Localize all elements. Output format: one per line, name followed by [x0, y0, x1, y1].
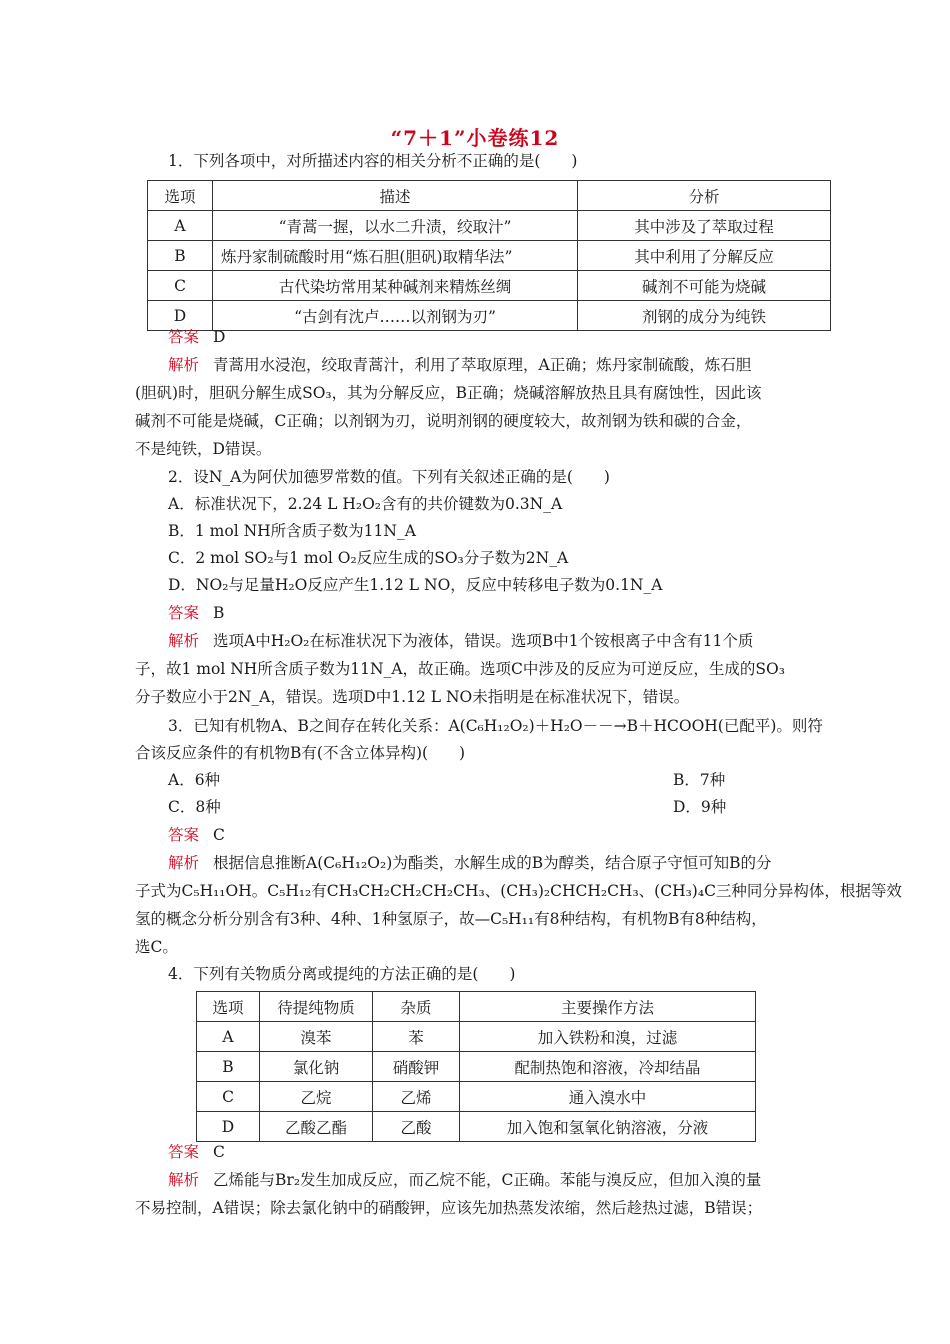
q2-option: D．NO₂与足量H₂O反应产生1.12 L NO，反应中转移电子数为0.1N_A: [168, 576, 663, 594]
table-cell: C: [148, 271, 213, 301]
table-cell: 其中利用了分解反应: [578, 241, 831, 271]
table-cell: 古代染坊常用某种碱剂来精炼丝绸: [213, 271, 578, 301]
q1-analysis-line: [168, 355, 828, 375]
page-title: “7＋1”小卷练12: [390, 126, 560, 150]
q3-option: D．9种: [673, 798, 727, 816]
table-header-row: [197, 992, 756, 1022]
analysis-label: 解析: [168, 1171, 200, 1189]
table-cell: 乙酸: [373, 1112, 460, 1142]
q4-table: [196, 991, 756, 1142]
table-row: [197, 1022, 756, 1052]
table-row: [148, 301, 831, 331]
q3-stem: 3．已知有机物A、B之间存在转化关系：A(C₆H₁₂O₂)＋H₂O－－→B＋HCOOH(已配平)。则符: [168, 717, 823, 735]
q2-analysis-line: 子，故1 mol NH所含质子数为11N_A，故正确。选项C中涉及的反应为可逆反应，生成的SO₃: [135, 660, 785, 678]
table-header-cell: 主要操作方法: [460, 992, 756, 1022]
q2-stem: 2．设N_A为阿伏加德罗常数的值。下列有关叙述正确的是( ): [168, 468, 610, 486]
q2-analysis-line: 分子数应小于2N_A，错误。选项D中1.12 L NO未指明是在标准状况下，错误。: [135, 688, 690, 706]
table-cell: A: [148, 211, 213, 241]
table-cell: 炼丹家制硫酸时用“炼石胆(胆矾)取精华法”: [213, 241, 578, 271]
table-cell: B: [148, 241, 213, 271]
table-row: [148, 211, 831, 241]
q1-answer: [168, 327, 828, 347]
q4-answer: [168, 1142, 828, 1162]
table-cell: 硝酸钾: [373, 1052, 460, 1082]
table-header-cell: 选项: [148, 181, 213, 211]
answer-value: D: [213, 328, 226, 346]
q1-analysis-line: 碱剂不可能是烧碱，C正确；以剂钢为刃，说明剂钢的硬度较大，故剂钢为铁和碳的合金，: [135, 412, 752, 430]
table-header-cell: 选项: [197, 992, 260, 1022]
table-cell: 加入饱和氢氧化钠溶液，分液: [460, 1112, 756, 1142]
table-cell: 苯: [373, 1022, 460, 1052]
answer-label: 答案: [168, 826, 200, 844]
table-row: [148, 271, 831, 301]
analysis-label: 解析: [168, 632, 200, 650]
table-cell: 通入溴水中: [460, 1082, 756, 1112]
q2-answer: [168, 603, 828, 623]
analysis-text: 青蒿用水浸泡，绞取青蒿汁，利用了萃取原理，A正确；炼丹家制硫酸，炼石胆: [213, 356, 752, 374]
q3-analysis-line: [168, 853, 828, 873]
q4-stem: 4．下列有关物质分离或提纯的方法正确的是( ): [168, 965, 516, 983]
table-row: [197, 1052, 756, 1082]
table-cell: 碱剂不可能为烧碱: [578, 271, 831, 301]
answer-value: C: [213, 1143, 225, 1161]
analysis-label: 解析: [168, 854, 200, 872]
table-cell: 溴苯: [260, 1022, 373, 1052]
table-cell: 配制热饱和溶液，冷却结晶: [460, 1052, 756, 1082]
q4-analysis-line: 不易控制，A错误；除去氯化钠中的硝酸钾，应该先加热蒸发浓缩，然后趁热过滤，B错误；: [135, 1199, 763, 1217]
q2-option: A．标准状况下，2.24 L H₂O₂含有的共价键数为0.3N_A: [168, 495, 563, 513]
analysis-text: 根据信息推断A(C₆H₁₂O₂)为酯类，水解生成的B为醇类，结合原子守恒可知B的分: [213, 854, 772, 872]
table-header-cell: 杂质: [373, 992, 460, 1022]
table-cell: D: [148, 301, 213, 331]
table-cell: 乙烷: [260, 1082, 373, 1112]
table-header-row: [148, 181, 831, 211]
analysis-text: 乙烯能与Br₂发生加成反应，而乙烷不能，C正确。苯能与溴反应，但加入溴的量: [213, 1171, 762, 1189]
q3-option-row: [168, 770, 828, 790]
q4-analysis-line: [168, 1170, 828, 1190]
table-cell: 加入铁粉和溴，过滤: [460, 1022, 756, 1052]
q3-analysis-line: 子式为C₅H₁₁OH。C₅H₁₂有CH₃CH₂CH₂CH₂CH₃、(CH₃)₂CHCH₂CH₃、(CH₃)₄C三种同分异构体，根据等效: [135, 882, 902, 900]
table-row: [197, 1082, 756, 1112]
table-cell: 剂钢的成分为纯铁: [578, 301, 831, 331]
q3-option-row: [168, 797, 828, 817]
table-cell: B: [197, 1052, 260, 1082]
q2-option: C．2 mol SO₂与1 mol O₂反应生成的SO₃分子数为2N_A: [168, 549, 569, 567]
table-cell: C: [197, 1082, 260, 1112]
answer-value: B: [213, 604, 225, 622]
answer-label: 答案: [168, 328, 200, 346]
q3-option: A．6种: [168, 771, 221, 789]
q1-analysis-line: 不是纯铁，D错误。: [135, 440, 272, 458]
table-cell: D: [197, 1112, 260, 1142]
q3-option: C．8种: [168, 798, 221, 816]
answer-label: 答案: [168, 604, 200, 622]
table-cell: “青蒿一握，以水二升渍，绞取汁”: [213, 211, 578, 241]
analysis-label: 解析: [168, 356, 200, 374]
q1-stem: 1．下列各项中，对所描述内容的相关分析不正确的是( ): [168, 152, 578, 170]
table-row: [148, 241, 831, 271]
table-cell: “古剑有沈卢……以剂钢为刃”: [213, 301, 578, 331]
q3-answer: [168, 825, 828, 845]
q1-analysis-line: (胆矾)时，胆矾分解生成SO₃，其为分解反应，B正确；烧碱溶解放热且具有腐蚀性，因此该: [135, 384, 762, 402]
q3-option: B．7种: [673, 771, 726, 789]
answer-label: 答案: [168, 1143, 200, 1161]
table-cell: 氯化钠: [260, 1052, 373, 1082]
table-row: [197, 1112, 756, 1142]
table-header-cell: 分析: [578, 181, 831, 211]
q2-analysis-line: [168, 631, 828, 651]
table-header-cell: 描述: [213, 181, 578, 211]
table-cell: A: [197, 1022, 260, 1052]
q2-option: B．1 mol NH所含质子数为11N_A: [168, 522, 416, 540]
table-cell: 其中涉及了萃取过程: [578, 211, 831, 241]
answer-value: C: [213, 826, 225, 844]
q3-analysis-line: 选C。: [135, 938, 178, 956]
table-header-cell: 待提纯物质: [260, 992, 373, 1022]
q3-analysis-line: 氢的概念分析分别含有3种、4种、1种氢原子，故—C₅H₁₁有8种结构，有机物B有8种结构，: [135, 910, 767, 928]
q1-table: [147, 180, 831, 331]
analysis-text: 选项A中H₂O₂在标准状况下为液体，错误。选项B中1个铵根离子中含有11个质: [213, 632, 754, 650]
q3-stem: 合该反应条件的有机物B有(不含立体异构)( ): [135, 744, 466, 762]
table-cell: 乙烯: [373, 1082, 460, 1112]
table-cell: 乙酸乙酯: [260, 1112, 373, 1142]
